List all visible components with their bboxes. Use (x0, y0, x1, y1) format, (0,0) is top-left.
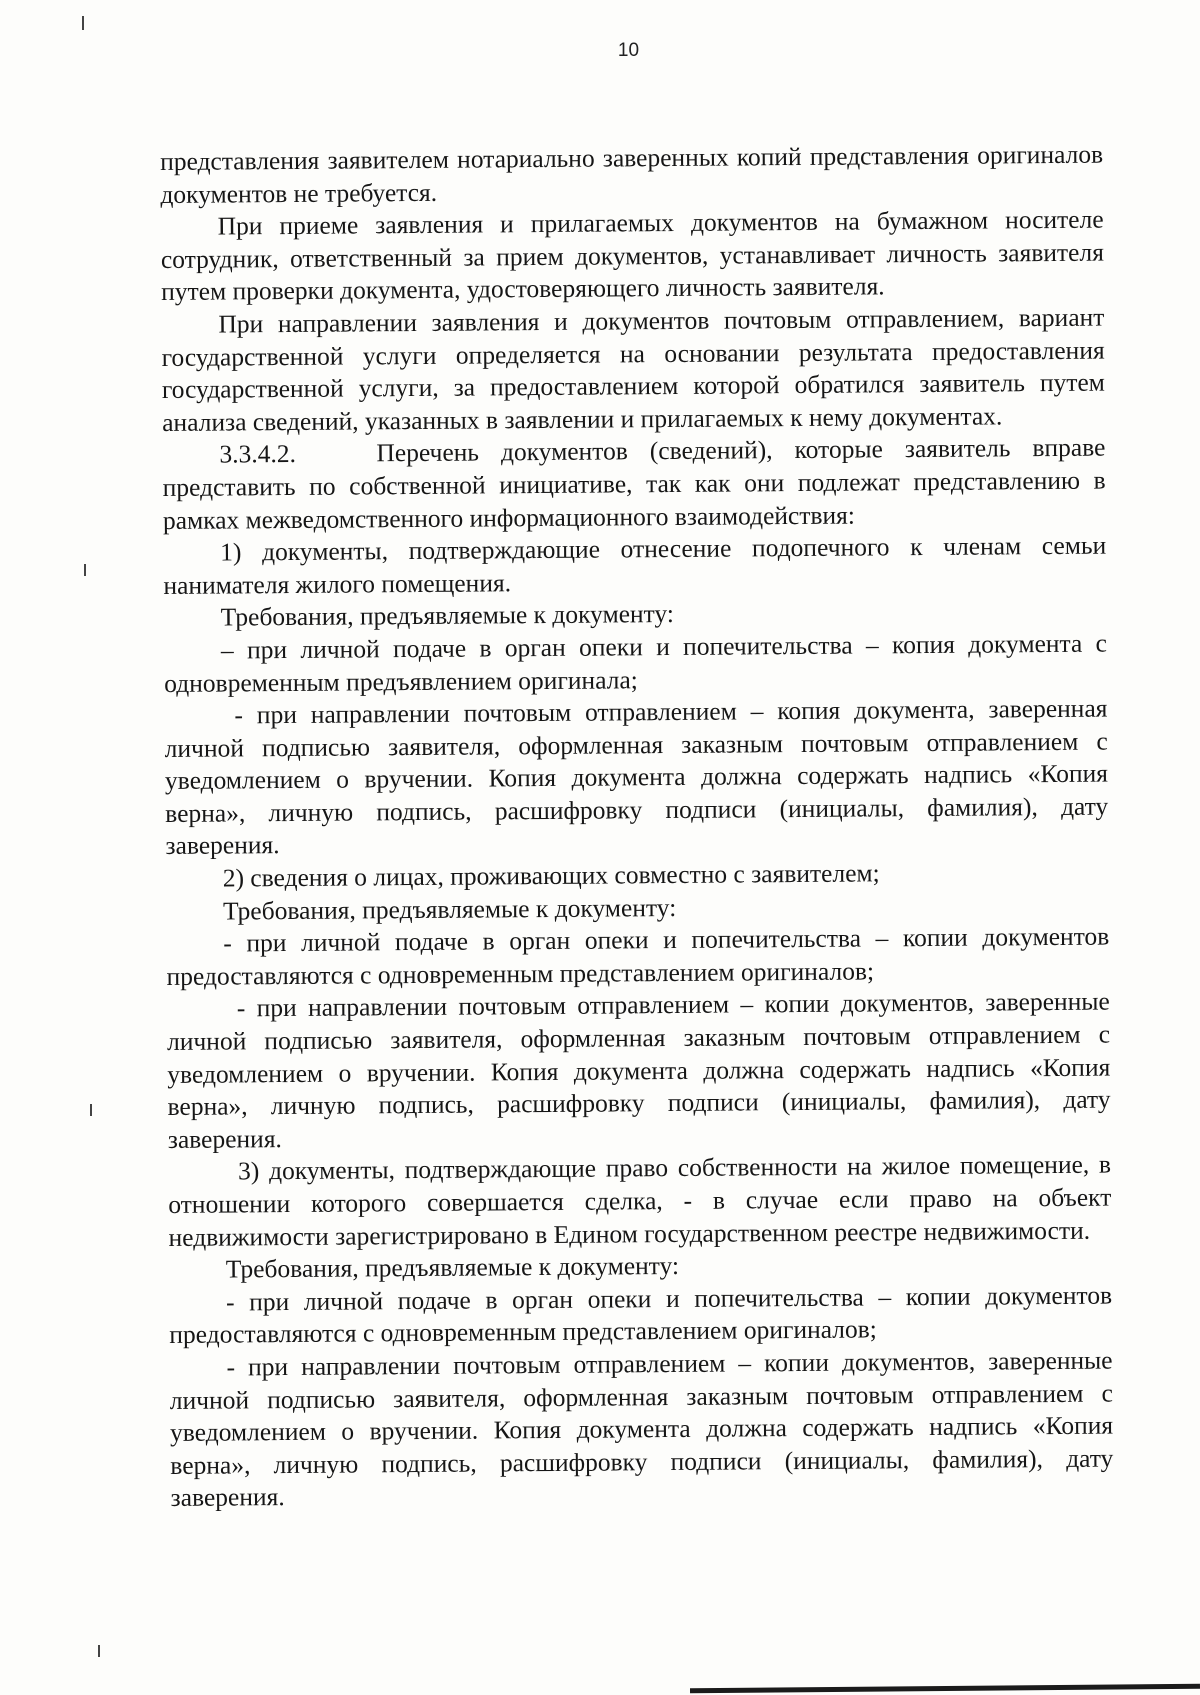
section-heading-paragraph (162, 432, 1106, 537)
section-text: Перечень документов (сведений), которые заявитель вправе представить по собственной инициативе, так как они подлежат представлению в рамках межведомственного информационного взаимодействия: (162, 432, 1106, 535)
paragraph-postal-submission: При направлении заявления и документов почтовым отправлением, вариант государственной услуги определяется на основании результата предоставления государственной услуги, за предоставлением которой обратился заявитель путем анализа сведений, указанных в заявлении и прилагаемых к нему документах. (161, 302, 1105, 437)
list-item-1: 1) документы, подтверждающие отнесение подопечного к членам семьи нанимателя жилого помещения. (163, 530, 1107, 600)
page-number: 10 (617, 40, 640, 61)
requirements-heading-3: Требования, предъявляемые к документу: (225, 1251, 680, 1284)
requirement-postal-1: - при направлении почтовым отправлением – копия документа, заверенная личной подписью заявителя, оформленная заказным почтовым отправлением с уведомлением о вручении. Копия документа должна содержать надпись «Копия верна», личную подпись, расшифровку подписи (инициалы, фамилия), дату заверения. (164, 693, 1109, 861)
requirement-postal-2: - при направлении почтовым отправлением – копии документов, заверенные личной подписью заявителя, оформленная заказным почтовым отправлением с уведомлением о вручении. Копия документа должна содержать надпись «Копия верна», личную подпись, расшифровку подписи (инициалы, фамилия), дату заверения. (166, 987, 1111, 1154)
requirement-personal-3: - при личной подаче в орган опеки и попечительства – копии документов предоставляются с одновременным представлением оригиналов; (169, 1280, 1113, 1350)
requirements-heading-2: Требования, предъявляемые к документу: (222, 892, 677, 926)
requirement-personal-1: – при личной подаче в орган опеки и попечительства – копия документа с одновременным предъявлением оригинала; (164, 628, 1108, 698)
list-item-3: 3) документы, подтверждающие право собственности на жилое помещение, в отношении которого совершается сделка, - в случае если право на объект недвижимости зарегистрировано в Едином государственном реестре недвижимости. (168, 1149, 1112, 1252)
document-body (160, 139, 1114, 1515)
scan-artifact (82, 16, 84, 30)
requirement-postal-3: - при направлении почтовым отправлением – копии документов, заверенные личной подписью заявителя, оформленная заказным почтовым отправлением с уведомлением о вручении. Копия документа должна содержать надпись «Копия верна», личную подпись, расшифровку подписи (инициалы, фамилия), дату заверения. (169, 1345, 1114, 1513)
requirements-heading-1: Требования, предъявляемые к документу: (220, 599, 675, 632)
section-number: 3.3.4.2. (219, 439, 297, 469)
paragraph-paper-submission: При приеме заявления и прилагаемых документов на бумажном носителе сотрудник, ответственный за прием документов, устанавливает личность заявителя путем проверки документа, удостоверяющего личность заявителя. (160, 204, 1104, 307)
list-item-2: 2) сведения о лицах, проживающих совместно с заявителем; (222, 858, 880, 893)
requirement-personal-2: - при личной подаче в орган опеки и попечительства – копии документов предоставляются с одновременным представлением оригиналов; (166, 921, 1110, 991)
scan-artifact (98, 1645, 100, 1657)
scan-artifact (90, 1104, 92, 1116)
scan-artifact (84, 564, 86, 576)
bottom-scan-edge (690, 1684, 1200, 1693)
paragraph-continuation: представления заявителем нотариально заверенных копий представления оригиналов документов не требуется. (160, 139, 1104, 209)
